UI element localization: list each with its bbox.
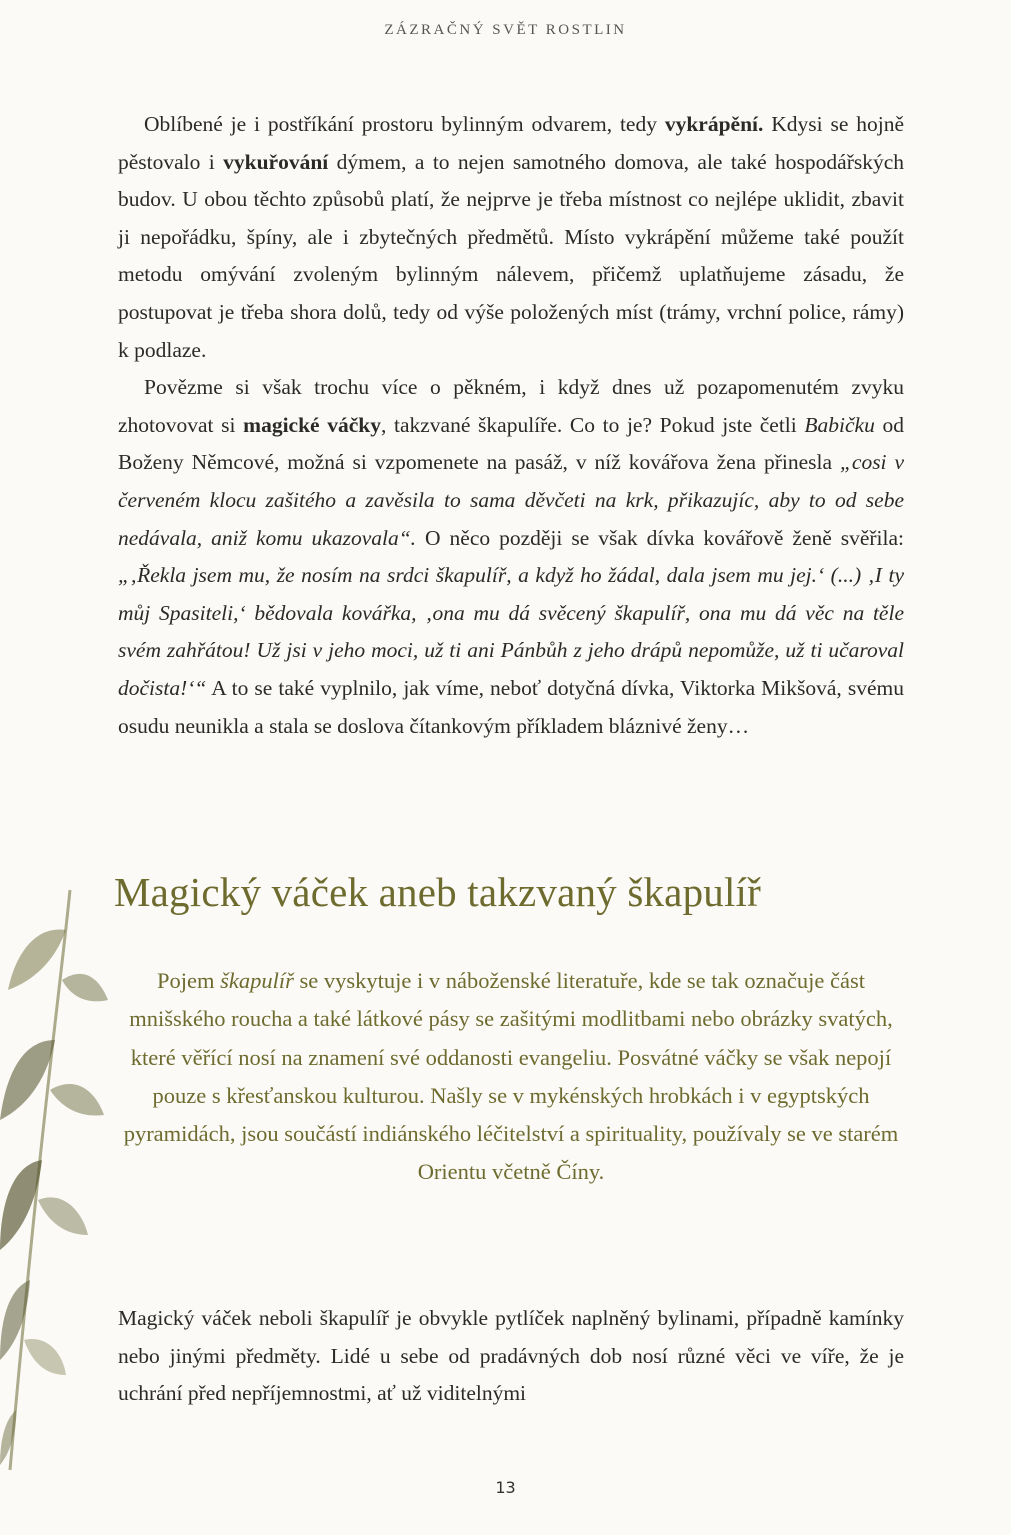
- book-title: Babičku: [804, 412, 875, 437]
- bold-term: magické váčky: [243, 412, 381, 437]
- bold-term: vykrápění.: [664, 112, 764, 136]
- body-text-top: [118, 106, 904, 745]
- bold-term: vykuřování: [223, 149, 329, 174]
- leaf-illustration-icon: [0, 870, 110, 1470]
- section-heading: Magický váček aneb takzvaný škapulíř: [114, 869, 762, 915]
- paragraph-3: Magický váček neboli škapulíř je obvykle pytlíček naplněný bylinami, případně kamínky nebo jinými předměty. Lidé u sebe od pradávných dob nosí různé věci ve víře, že je uchrání před nepříjemnostmi, ať už viditelnými: [118, 1306, 904, 1406]
- quotation: „cosi v červeném klocu zašitého a zavěsila to sama děvčeti na krk, přikazujíc, aby to od sebe nedávala, aniž komu ukazovala“.: [118, 450, 904, 550]
- paragraph-1: Oblíbené je i postříkání prostoru bylinným odvarem, tedy vykrápění. Kdysi se hojně pěstovalo i vykuřování dýmem, a to nejen samotného domova, ale také hospodářských budov. U obou těchto způsobů platí, že nejprve je třeba místnost co nejlépe uklidit, zbavit ji nepořádku, špíny, ale i zbytečných předmětů. Místo vykrápění můžeme také použít metodu omývání zvoleným bylinným nálevem, přičemž uplatňujeme zásadu, že postupovat je třeba shora dolů, tedy od výše položených míst (trámy, vrchní police, rámy) k podlaze.: [118, 112, 905, 362]
- running-head: ZÁZRAČNÝ SVĚT ROSTLIN: [384, 22, 627, 38]
- callout-text: Pojem škapulíř se vyskytuje i v náboženské literatuře, kde se tak označuje část mnišského roucha a také látkové pásy se zašitými modlitbami nebo obrázky svatých, které věřící nosí na znamení své oddanosti evangeliu. Posvátné váčky se však nepojí pouze s křesťanskou kulturou. Našly se v mykénských hrobkách i v egyptských pyramidách, jsou součástí indiánského léčitelství a spirituality, používaly se ve starém Orientu včetně Číny.: [123, 968, 899, 1185]
- page-number: 13: [495, 1478, 516, 1497]
- body-text-bottom: [118, 1300, 904, 1413]
- paragraph-2: Povězme si však trochu více o pěkném, i když dnes už pozapomenutém zvyku zhotovovat si magické váčky, takzvané škapulíře. Co to je? Pokud jste četli Babičku od Boženy Němcové, možná si vzpomenete na pasáž, v níž kovářova žena přinesla „cosi v červeném klocu zašitého a zavěsila to sama děvčeti na krk, přikazujíc, aby to od sebe nedávala, aniž komu ukazovala“. O něco později se však dívka kovářově ženě svěřila: „‚Řekla jsem mu, že nosím na srdci škapulíř, a když ho žádal, dala jsem mu jej.‘ (...) ‚I ty můj Spasiteli,‘ bědovala kovářka, ‚ona mu dá svěcený škapulíř, ona mu dá věc na těle svém zahřátou! Už jsi v jeho moci, už ti ani Pánbůh z jeho drápů nepomůže, už ti učaroval dočista!‘“ A to se také vyplnilo, jak víme, neboť dotyčná dívka, Viktorka Mikšová, svému osudu neunikla a stala se doslova čítankovým příkladem bláznivé ženy…: [118, 375, 904, 738]
- quotation: „‚Řekla jsem mu, že nosím na srdci škapulíř, a když ho žádal, dala jsem mu jej.‘ (...) ‚I ty můj Spasiteli,‘ bědovala kovářka, ‚ona mu dá svěcený škapulíř, ona mu dá věc na těle svém zahřátou! Už jsi v jeho moci, už ti ani Pánbůh z jeho drápů nepomůže, už ti učaroval dočista!‘“: [118, 563, 904, 700]
- term: škapulíř: [220, 968, 294, 993]
